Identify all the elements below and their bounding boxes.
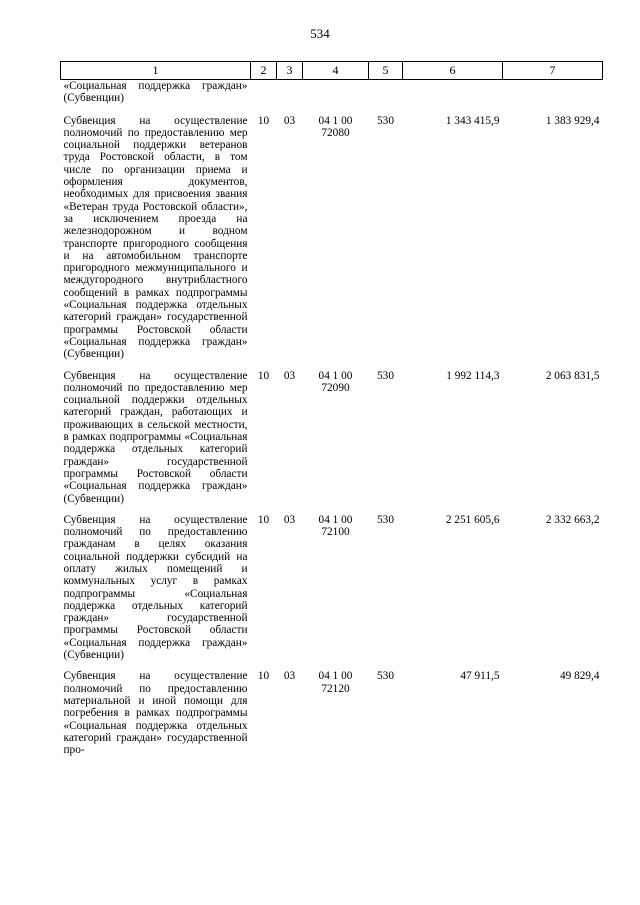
row-sum-1: 1 343 415,9: [445, 114, 500, 127]
row-sum-2: 2 063 831,5: [545, 369, 600, 382]
row-pr: 03: [283, 114, 296, 127]
row-rz: 10: [257, 670, 270, 683]
table-row: [61, 666, 603, 761]
row-rz: 10: [257, 369, 270, 382]
header-col-1: 1: [61, 62, 251, 80]
row-vr: 530: [377, 369, 394, 382]
row-description: Субвенция на осуществление полномочий по предоставлению мер социальной поддержки отдельных категорий граждан, работающих и проживающих в сельской местности, в рамках подпрограммы «Социальная поддержка отдельных категорий граждан» государственной программы Ростовской области «Социальная поддержка граждан» (Субвенции): [63, 369, 248, 505]
header-col-7: 7: [503, 62, 603, 80]
header-col-4: 4: [303, 62, 369, 80]
header-col-3: 3: [277, 62, 303, 80]
header-row: [61, 62, 603, 80]
budget-table: [60, 61, 603, 761]
row-vr: 530: [377, 670, 394, 683]
header-col-5: 5: [369, 62, 403, 80]
row-sum-1: 1 992 114,3: [446, 369, 500, 382]
continuation-row: [61, 80, 603, 111]
row-csr: 04 1 00 72100: [318, 513, 353, 539]
table-row: [61, 111, 603, 366]
row-description: Субвенция на осуществление полномочий по предоставлению мер социальной поддержки ветеранов труда Ростовской области, в том числе по организации приема и оформления документов, необходимых для присвоения звания «Ветеран труда Ростовской области», за исключением проезда на железнодорожном и водном транспорте пригородного сообщения и на автомобильном транспорте пригородного межмуниципального и междугородного внутрибластного сообщений в рамках подпрограммы «Социальная поддержка отдельных категорий граждан» государственной программы Ростовской области «Социальная поддержка граждан» (Субвенции): [63, 114, 248, 361]
row-rz: 10: [257, 114, 270, 127]
row-sum-2: 1 383 929,4: [545, 114, 600, 127]
row-csr: 04 1 00 72090: [318, 369, 353, 394]
row-sum-2: 2 332 663,2: [545, 513, 600, 526]
row-sum-1: 47 911,5: [460, 670, 500, 683]
continuation-text: «Социальная поддержка граждан» (Субвенции): [63, 80, 248, 105]
header-col-6: 6: [403, 62, 503, 80]
row-vr: 530: [377, 114, 394, 127]
row-pr: 03: [283, 369, 296, 382]
row-pr: 03: [283, 513, 296, 526]
row-pr: 03: [283, 670, 296, 683]
header-col-2: 2: [251, 62, 277, 80]
table-row: [61, 510, 603, 667]
page-number: 534: [310, 26, 330, 41]
table-row: [61, 366, 603, 510]
row-description: Субвенция на осуществление полномочий по предоставлению гражданам в целях оказания социальной поддержки субсидий на оплату жилых помещений и коммунальных услуг в рамках подпрограммы «Социальная поддержка отдельных категорий граждан» государственной программы Ростовской области «Социальная поддержка граждан» (Субвенции): [63, 513, 248, 662]
row-vr: 530: [377, 513, 394, 526]
row-description: Субвенция на осуществление полномочий по предоставлению материальной и иной помощи для погребения в рамках подпрограммы «Социальная поддержка отдельных категорий граждан» государственной про-: [63, 670, 248, 757]
row-rz: 10: [257, 513, 270, 526]
row-csr: 04 1 00 72120: [318, 670, 353, 695]
row-csr: 04 1 00 72080: [318, 114, 353, 139]
row-sum-2: 49 829,4: [559, 670, 600, 683]
row-sum-1: 2 251 605,6: [445, 513, 500, 526]
